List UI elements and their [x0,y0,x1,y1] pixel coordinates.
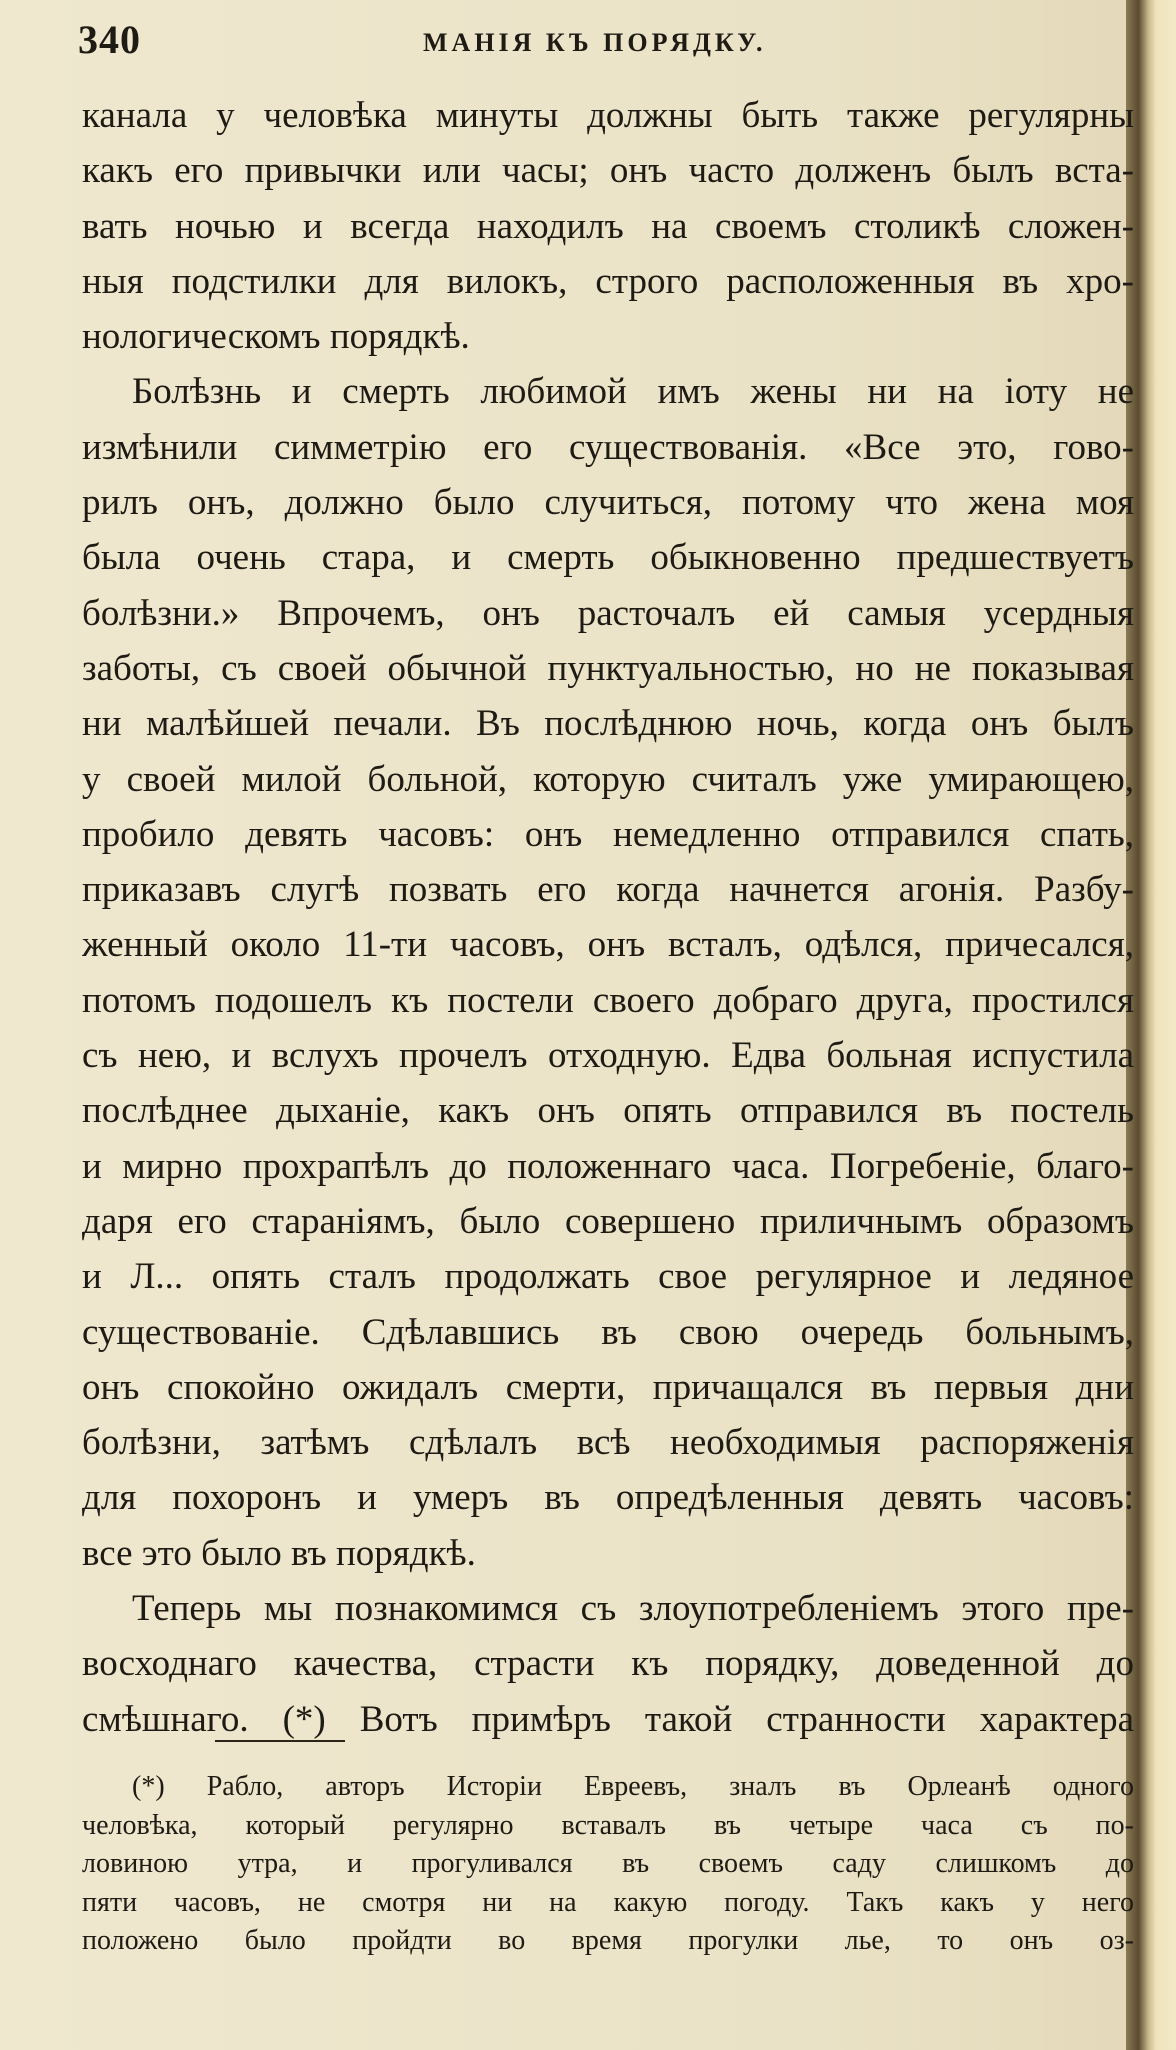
text-line: женный около 11-ти часовъ, онъ всталъ, одѣлся, причесался, [82,924,1134,966]
footnote-line: положено было пройдти во время прогулки лье, то онъ оз- [82,1925,1134,1956]
footnote-line: пяти часовъ, не смотря ни на какую погоду. Такъ какъ у него [82,1886,1134,1918]
paragraph-start-line: Теперь мы познакомимся съ злоупотребленіемъ этого пре- [132,1588,1134,1630]
text-line: вать ночью и всегда находилъ на своемъ столикѣ сложен- [82,205,1134,247]
text-line: и Л... опять сталъ продолжать свое регулярное и ледяное [82,1256,1134,1298]
text-line: приказавъ слугѣ позвать его когда начнется агонія. Разбу- [82,869,1134,911]
footnote-line: (*) Рабло, авторъ Исторіи Евреевъ, зналъ въ Орлеанѣ одного [132,1771,1134,1802]
text-line: болѣзни, затѣмъ сдѣлалъ всѣ необходимыя распоряженія [82,1422,1134,1464]
text-line: послѣднее дыханіе, какъ онъ опять отправился въ постель [82,1090,1134,1132]
text-line: рилъ онъ, должно было случиться, потому что жена моя [82,482,1134,524]
text-line: нологическомъ порядкѣ. [82,316,470,358]
page-number: 340 [78,17,141,62]
text-line: у своей милой больной, которую считалъ уже умирающею, [82,758,1134,800]
text-line: ныя подстилки для вилокъ, строго расположенныя въ хро- [82,260,1134,302]
text-line: болѣзни.» Впрочемъ, онъ расточалъ ей самыя усердныя [82,592,1134,634]
text-line: все это было въ порядкѣ. [82,1532,476,1574]
text-line: для похоронъ и умеръ въ опредѣленныя девять часовъ: [82,1477,1134,1519]
text-line: была очень стара, и смерть обыкновенно предшествуетъ [82,537,1134,579]
text-line: пробило девять часовъ: онъ немедленно отправился спать, [82,813,1134,855]
text-line: канала у человѣка минуты должны быть также регулярны [82,95,1134,136]
footnote [82,1768,1134,1961]
main-text [82,88,1134,1747]
footnote-line: ловиною утра, и прогуливался въ своемъ саду слишкомъ до [82,1848,1134,1879]
text-line: заботы, съ своей обычной пунктуальностью, но не показывая [82,647,1134,689]
text-line: потомъ подошелъ къ постели своего добраго друга, простился [82,979,1134,1021]
text-line: восходнаго качества, страсти къ порядку, доведенной до [82,1643,1134,1685]
footnote-line: человѣка, который регулярно вставалъ въ четыре часа съ по- [82,1809,1134,1841]
page-header [78,16,1118,72]
running-title: МАНІЯ КЪ ПОРЯДКУ. [423,28,767,57]
text-line: съ нею, и вслухъ прочелъ отходную. Едва больная испустила [82,1035,1134,1077]
text-line: существованіе. Сдѣлавшись въ свою очередь больнымъ, [82,1311,1134,1353]
text-line: смѣшнаго. (*) Вотъ примѣръ такой странности характера [82,1698,1134,1740]
footnote-divider [215,1740,345,1742]
text-line: какъ его привычки или часы; онъ часто долженъ былъ вста- [82,150,1134,192]
paragraph-start-line: Болѣзнь и смерть любимой имъ жены ни на іоту не [132,371,1134,413]
text-line: и мирно прохрапѣлъ до положеннаго часа. Погребеніе, благо- [82,1145,1134,1187]
text-line: ни малѣйшей печали. Въ послѣднюю ночь, когда онъ былъ [82,703,1134,745]
text-line: онъ спокойно ожидалъ смерти, причащался въ первыя дни [82,1366,1134,1408]
text-line: даря его стараніямъ, было совершено приличнымъ образомъ [82,1200,1134,1242]
text-line: измѣнили симметрію его существованія. «Все это, гово- [82,426,1134,468]
